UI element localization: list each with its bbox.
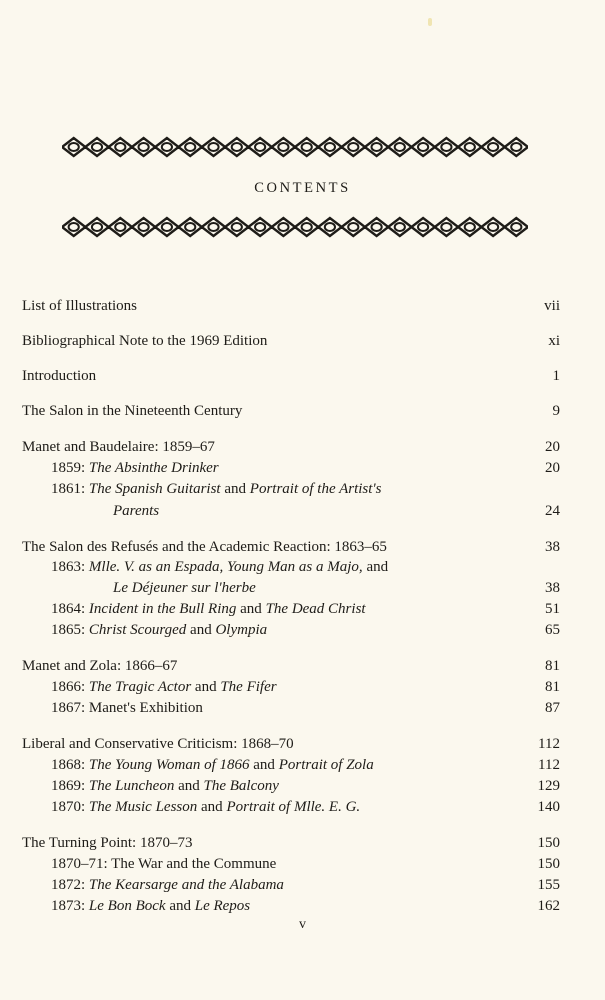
page-number: xi: [548, 333, 560, 349]
entry-year: 1863:: [51, 559, 89, 575]
page-number: 140: [537, 799, 560, 815]
work-title: Parents: [113, 503, 160, 519]
ornament-link: [208, 223, 218, 231]
entry-connector: Manet's Exhibition: [88, 700, 203, 716]
ornament-link: [278, 143, 288, 151]
ornament-link: [325, 143, 335, 151]
page-folio: v: [299, 917, 306, 932]
ornament-link: [372, 143, 382, 151]
entry-year: 1861:: [51, 481, 89, 497]
work-title: Le Bon Bock: [88, 898, 166, 914]
ornament-link: [232, 223, 242, 231]
entry-title: [51, 600, 366, 618]
entry-title: The Salon in the Nineteenth Century: [22, 403, 243, 419]
page-number: 20: [545, 439, 560, 455]
page-number: 112: [538, 736, 560, 752]
ornament-border-top: [62, 136, 528, 158]
ornament-link: [139, 143, 149, 151]
entry-year: 1873:: [51, 898, 89, 914]
toc-subentry[interactable]: [51, 756, 560, 774]
entry-title: List of Illustrations: [22, 298, 137, 314]
entry-connector: and: [165, 898, 195, 914]
entry-title: Manet and Zola: 1866–67: [22, 658, 178, 674]
entry-title: [51, 855, 276, 873]
page-number: 9: [552, 403, 560, 419]
work-title: The Dead Christ: [265, 601, 366, 617]
toc-subentry[interactable]: [51, 855, 560, 873]
page-title: CONTENTS: [254, 180, 351, 196]
entry-connector: and: [236, 601, 266, 617]
ornament-lower-line: [62, 227, 528, 236]
ornament-link: [441, 143, 451, 151]
entry-connector: and: [186, 622, 216, 638]
toc-subentry[interactable]: [51, 678, 560, 696]
entry-title: The Salon des Refusés and the Academic Reaction: 1863–65: [22, 539, 387, 555]
page-number: 81: [545, 658, 560, 674]
entry-title: [51, 897, 250, 915]
toc-subentry[interactable]: [51, 897, 560, 915]
ornament-link: [465, 143, 475, 151]
ornament-lower-line: [62, 147, 528, 156]
ornament-link: [278, 223, 288, 231]
work-title: Le Déjeuner sur l'herbe: [113, 580, 256, 596]
entry-year: 1868:: [51, 757, 89, 773]
work-title: Portrait of Zola: [278, 757, 374, 773]
ornament-link: [441, 223, 451, 231]
toc-entry[interactable]: [22, 438, 560, 456]
toc-entry[interactable]: [22, 367, 560, 385]
ornament-link: [488, 143, 498, 151]
toc-subentry-continued[interactable]: [113, 579, 560, 597]
toc-subentry[interactable]: [51, 480, 560, 498]
entry-year: 1870–71:: [51, 856, 112, 872]
ornament-link: [255, 143, 265, 151]
toc-subentry[interactable]: [51, 459, 560, 477]
entry-year: 1859:: [51, 460, 89, 476]
entry-title: [51, 678, 277, 696]
ornament-link: [395, 143, 405, 151]
ornament-link: [208, 143, 218, 151]
entry-connector: and: [174, 778, 204, 794]
ornament-link: [348, 143, 358, 151]
toc-subentry-continued[interactable]: [113, 502, 560, 520]
entry-title: [51, 621, 267, 639]
ornament-link: [115, 223, 125, 231]
entry-title: [51, 798, 360, 816]
ornament-link: [348, 223, 358, 231]
work-title: The Kearsarge and the Alabama: [88, 877, 284, 893]
work-title: Le Repos: [194, 898, 251, 914]
page-number: 1: [552, 368, 560, 384]
entry-year: 1872:: [51, 877, 89, 893]
work-title: The Tragic Actor: [88, 679, 192, 695]
entry-connector: and: [362, 559, 389, 575]
page-number: 24: [545, 503, 560, 519]
page-number: 162: [537, 898, 560, 914]
page-number: 65: [545, 622, 560, 638]
entry-title: [113, 502, 159, 520]
toc-subentry[interactable]: [51, 798, 560, 816]
ornament-link: [325, 223, 335, 231]
ornament-link: [139, 223, 149, 231]
ornament-link: [185, 223, 195, 231]
page-number: 20: [545, 460, 560, 476]
ornament-link: [465, 223, 475, 231]
entry-year: 1867:: [51, 700, 89, 716]
ornament-link: [69, 143, 79, 151]
work-title: The Music Lesson: [88, 799, 198, 815]
ornament-link: [115, 143, 125, 151]
toc-subentry[interactable]: [51, 600, 560, 618]
entry-connector: and: [197, 799, 227, 815]
page-number: vii: [544, 298, 560, 314]
toc-entry[interactable]: [22, 332, 560, 350]
entry-title: [51, 480, 381, 498]
entry-title: [51, 777, 279, 795]
entry-title: Bibliographical Note to the 1969 Edition: [22, 333, 268, 349]
toc-entry[interactable]: [22, 735, 560, 753]
page-number: 81: [545, 679, 560, 695]
work-title: Mlle. V. as an Espada, Young Man as a Majo,: [88, 559, 363, 575]
entry-title: Introduction: [22, 368, 97, 384]
entry-connector: and: [191, 679, 221, 695]
ornament-link: [69, 223, 79, 231]
ornament-link: [418, 143, 428, 151]
toc-subentry[interactable]: [51, 876, 560, 894]
toc-entry[interactable]: [22, 657, 560, 675]
ornament-link: [162, 223, 172, 231]
ornament-border-bottom: [62, 216, 528, 238]
entry-title: [51, 699, 203, 717]
entry-title: Manet and Baudelaire: 1859–67: [22, 439, 215, 455]
page-number: 129: [537, 778, 560, 794]
ornament-link: [185, 143, 195, 151]
toc-subentry[interactable]: [51, 777, 560, 795]
ornament-chain: [62, 136, 528, 158]
page-number: 38: [545, 580, 560, 596]
ornament-link: [232, 143, 242, 151]
ornament-link: [372, 223, 382, 231]
entry-title: [51, 876, 284, 894]
entry-title: [113, 579, 256, 597]
toc-entry[interactable]: [22, 402, 560, 420]
ornament-link: [255, 223, 265, 231]
ornament-link: [302, 143, 312, 151]
ornament-link: [418, 223, 428, 231]
work-title: Portrait of Mlle. E. G.: [226, 799, 361, 815]
ornament-link: [162, 143, 172, 151]
work-title: Portrait of the Artist's: [249, 481, 382, 497]
page-number: 150: [537, 835, 560, 851]
page-number: 155: [537, 877, 560, 893]
entry-title: [51, 459, 219, 477]
work-title: The Young Woman of 1866: [88, 757, 250, 773]
ornament-link: [511, 143, 521, 151]
entry-year: 1869:: [51, 778, 89, 794]
page-number: 51: [545, 601, 560, 617]
ornament-chain: [62, 216, 528, 238]
page-number: 87: [545, 700, 560, 716]
toc-entry[interactable]: [22, 538, 560, 556]
toc-subentry[interactable]: [51, 699, 560, 717]
entry-title: [51, 558, 388, 576]
page-number: 112: [538, 757, 560, 773]
toc-entry[interactable]: [22, 834, 560, 852]
entry-connector: and: [220, 481, 250, 497]
ornament-link: [92, 223, 102, 231]
work-title: The Luncheon: [88, 778, 175, 794]
toc-subentry[interactable]: [51, 621, 560, 639]
ornament-link: [302, 223, 312, 231]
work-title: The Spanish Guitarist: [88, 481, 221, 497]
entry-title: The Turning Point: 1870–73: [22, 835, 193, 851]
work-title: Christ Scourged: [88, 622, 187, 638]
entry-title: Liberal and Conservative Criticism: 1868–70: [22, 736, 294, 752]
entry-connector: and: [249, 757, 279, 773]
work-title: The Balcony: [203, 778, 279, 794]
ornament-link: [395, 223, 405, 231]
entry-year: 1866:: [51, 679, 89, 695]
page-number: 150: [537, 856, 560, 872]
entry-year: 1865:: [51, 622, 89, 638]
entry-connector: The War and the Commune: [111, 856, 277, 872]
ornament-link: [488, 223, 498, 231]
ornament-link: [511, 223, 521, 231]
entry-year: 1870:: [51, 799, 89, 815]
work-title: Olympia: [215, 622, 268, 638]
page-number: 38: [545, 539, 560, 555]
paper-speck: [428, 18, 432, 26]
toc-entry[interactable]: [22, 297, 560, 315]
work-title: The Fifer: [220, 679, 277, 695]
ornament-link: [92, 143, 102, 151]
work-title: The Absinthe Drinker: [88, 460, 219, 476]
entry-year: 1864:: [51, 601, 89, 617]
entry-title: [51, 756, 374, 774]
toc-subentry[interactable]: [51, 558, 560, 576]
work-title: Incident in the Bull Ring: [88, 601, 237, 617]
